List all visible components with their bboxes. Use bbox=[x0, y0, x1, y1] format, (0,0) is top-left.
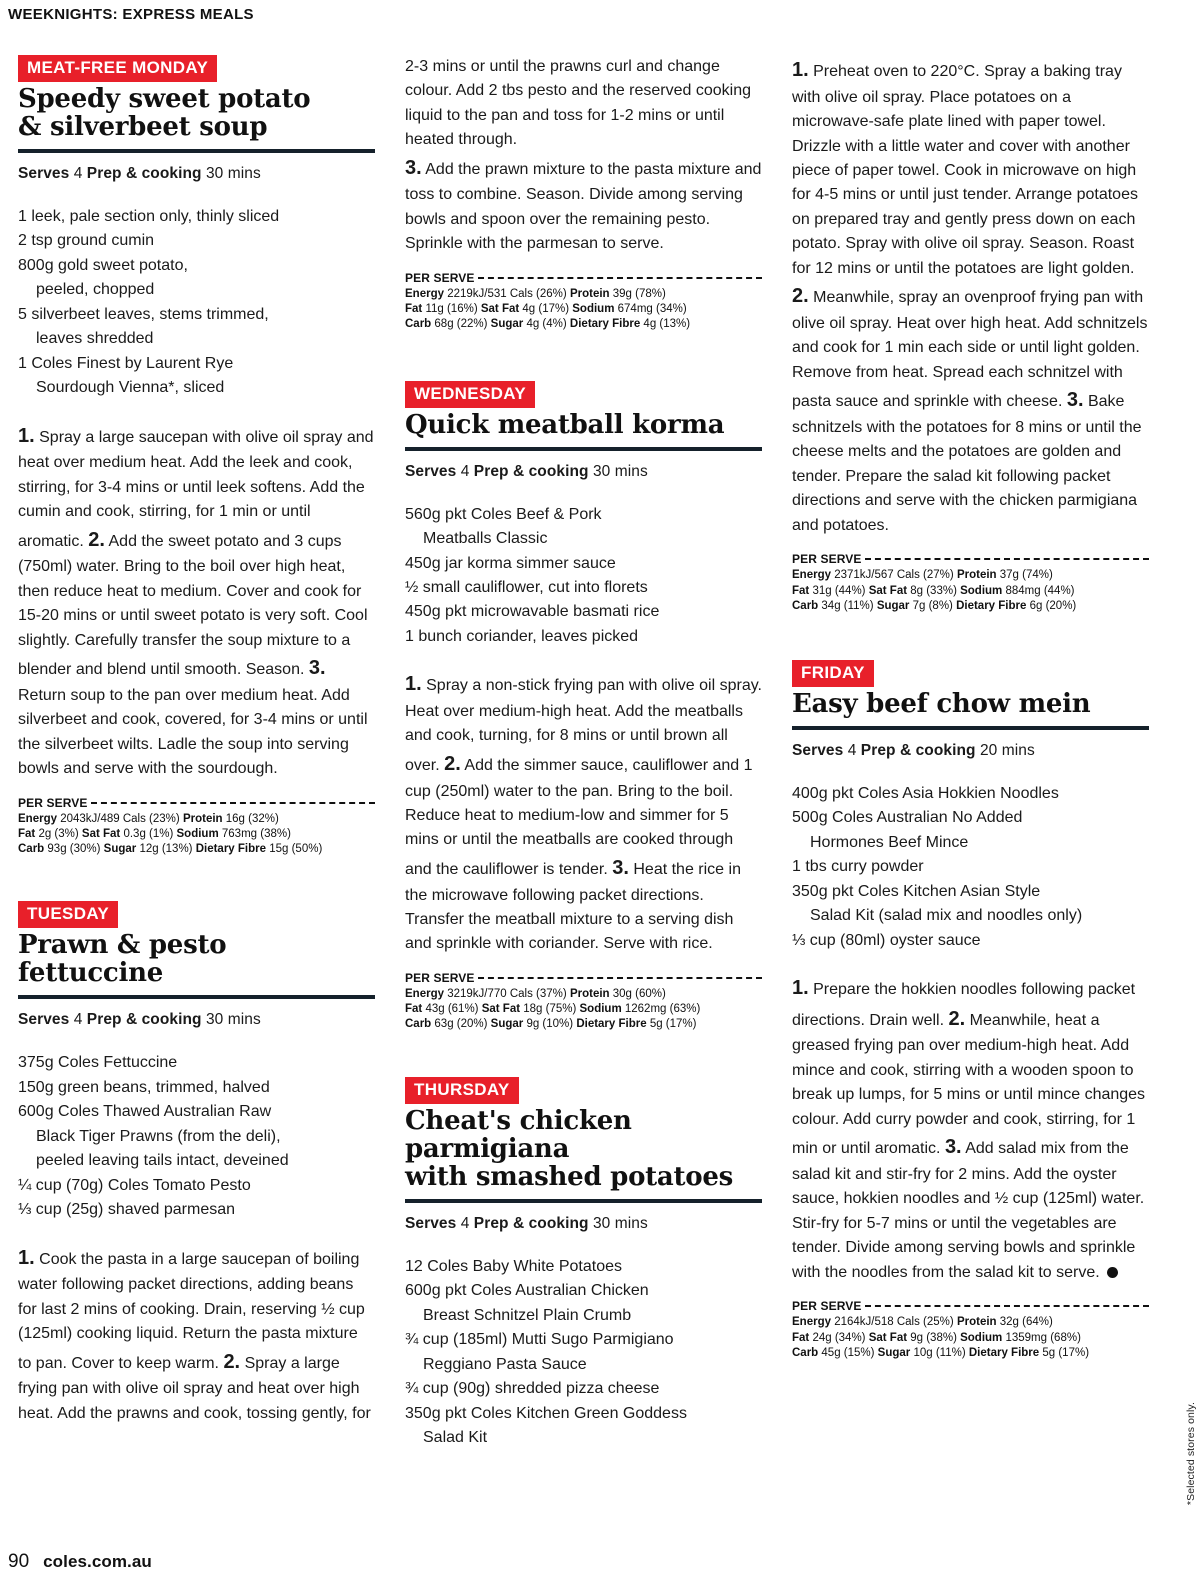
nutrition-friday bbox=[792, 1299, 1149, 1361]
method-step-number: 2. bbox=[223, 1350, 241, 1373]
per-serve-heading: PER SERVE bbox=[792, 1299, 1149, 1315]
nutrition-line: Fat 11g (16%) Sat Fat 4g (17%) Sodium 674mg (34%) bbox=[405, 303, 687, 316]
method-friday bbox=[792, 973, 1149, 1285]
recipe-title-tuesday: Prawn & pesto fettuccine bbox=[18, 930, 227, 989]
dashed-rule bbox=[91, 802, 375, 804]
ingredient-list-thursday bbox=[405, 1255, 762, 1451]
nutrition-line: Energy 2043kJ/489 Cals (23%) Protein 16g (32%) bbox=[18, 812, 279, 825]
ingredient-continuation: Sourdough Vienna*, sliced bbox=[36, 379, 225, 397]
ingredient-item: 350g pkt Coles Kitchen Asian Style Salad Kit (salad mix and noodles only) bbox=[792, 880, 1149, 929]
nutrition-line: Carb 63g (20%) Sugar 9g (10%) Dietary Fibre 5g (17%) bbox=[405, 1018, 697, 1031]
method-step-number: 3. bbox=[612, 856, 629, 879]
ingredient-list-monday bbox=[18, 205, 375, 401]
ingredient-continuation: Hormones Beef Mince bbox=[810, 833, 969, 851]
nutrition-line: Fat 31g (44%) Sat Fat 8g (33%) Sodium 884mg (44%) bbox=[792, 584, 1075, 597]
method-step-number: 3. bbox=[308, 657, 326, 680]
method-step-text: Meanwhile, spray an ovenproof frying pan with olive oil spray. Heat over high heat. Add schnitzels and cook for 1 min each side or until light golden. Remove from heat. Spread each schnitzel with pasta sauce and sprinkle with cheese. bbox=[792, 289, 1148, 411]
method-step-text: Cook the pasta in a large saucepan of boiling water following packet directions, adding beans for last 2 mins of cooking. Drain, reserving ½ cup (125ml) cooking liquid. Return the pasta mixture to pan. Cover to keep warm. bbox=[18, 1250, 365, 1372]
ingredient-item: 800g gold sweet potato, peeled, chopped bbox=[18, 254, 375, 303]
ingredient-continuation: peeled, chopped bbox=[36, 281, 155, 299]
ingredient-item: 1 Coles Finest by Laurent Rye Sourdough Vienna*, sliced bbox=[18, 352, 375, 401]
running-head: WEEKNIGHTS: EXPRESS MEALS bbox=[8, 6, 254, 23]
ingredient-item: ¾ cup (185ml) Mutti Sugo Parmigiano Reggiano Pasta Sauce bbox=[405, 1328, 762, 1377]
method-step-number: 1. bbox=[792, 59, 809, 81]
method-step-text: Return soup to the pan over medium heat. Add silverbeet and cook, covered, for 3-4 mins or until the silverbeet wilts. Ladle the soup into serving bowls and serve with the sourdough. bbox=[18, 686, 368, 778]
ingredient-item: 12 Coles Baby White Potatoes bbox=[405, 1257, 623, 1275]
nutrition-line: Fat 24g (34%) Sat Fat 9g (38%) Sodium 1359mg (68%) bbox=[792, 1331, 1081, 1344]
method-step-number: 2. bbox=[948, 1007, 966, 1030]
ingredient-continuation: Reggiano Pasta Sauce bbox=[423, 1355, 587, 1373]
method-step-number: 3. bbox=[405, 156, 422, 179]
recipe-monday bbox=[18, 55, 375, 857]
serves-line-friday: Serves 4 Prep & cooking 20 mins bbox=[792, 742, 1035, 759]
day-tag-wednesday: WEDNESDAY bbox=[405, 381, 535, 408]
method-step-text: Add the sweet potato and 3 cups (750ml) water. Bring to the boil over high heat, then reduce heat to medium. Cover and cook for 15-20 mins or until sweet potato is very soft. Cool slightly. Carefully transfer the soup mixture to a blender and blend until smooth. Season. bbox=[18, 532, 368, 679]
per-serve-heading: PER SERVE bbox=[405, 271, 762, 287]
method-step-text: Add the prawn mixture to the pasta mixture and toss to combine. Season. Divide among serving bowls and spoon over the remaining pesto. Sprinkle with the parmesan to serve. bbox=[405, 160, 762, 253]
title-rule bbox=[18, 149, 375, 153]
method-step-number: 2. bbox=[88, 528, 105, 551]
per-serve-heading: PER SERVE bbox=[792, 552, 1149, 568]
method-step-text: Prepare the hokkien noodles following packet directions. Drain well. bbox=[792, 981, 1136, 1029]
serves-line-monday: Serves 4 Prep & cooking 30 mins bbox=[18, 165, 261, 182]
column-left bbox=[18, 55, 375, 1510]
title-rule bbox=[792, 726, 1149, 730]
nutrition-line: Carb 45g (15%) Sugar 10g (11%) Dietary Fibre 5g (17%) bbox=[792, 1346, 1090, 1359]
recipe-title-friday: Easy beef chow mein bbox=[792, 688, 1091, 719]
nutrition-line: Fat 43g (61%) Sat Fat 18g (75%) Sodium 1262mg (63%) bbox=[405, 1003, 701, 1016]
dashed-rule bbox=[865, 1305, 1149, 1307]
method-step-text: Meanwhile, heat a greased frying pan over medium-high heat. Add mince and cook, stirring with a wooden spoon to break up lumps, for 5 mins or until mince changes colour. Add curry powder and cook, stirring, for 1 min or until aromatic. bbox=[792, 1011, 1146, 1158]
ingredient-list-wednesday bbox=[405, 503, 762, 650]
method-step-text: Heat the rice in the microwave following packet directions. Transfer the meatball mixture to a serving dish and sprinkle with coriander. Serve with rice. bbox=[405, 860, 741, 953]
method-step-text: Spray a non-stick frying pan with olive oil spray. Heat over medium-high heat. Add the meatballs and cook, turning, for 8 mins or until brown all over. bbox=[405, 677, 762, 774]
method-step-text: Bake schnitzels with the potatoes for 8 mins or until the cheese melts and the potatoes are golden and tender. Prepare the salad kit following packet directions and serve with the chicken parmigiana and potatoes. bbox=[792, 393, 1142, 534]
recipe-wednesday bbox=[405, 381, 762, 1033]
ingredient-item: 150g green beans, trimmed, halved bbox=[18, 1078, 270, 1096]
serves-line-tuesday: Serves 4 Prep & cooking 30 mins bbox=[18, 1011, 261, 1029]
ingredient-item: 600g Coles Thawed Australian Raw Black Tiger Prawns (from the deli), peeled leaving tails intact, deveined bbox=[18, 1100, 375, 1173]
ingredient-continuation: leaves shredded bbox=[36, 330, 154, 348]
ingredient-item: 500g Coles Australian No Added Hormones Beef Mince bbox=[792, 806, 1149, 855]
day-tag-thursday: THURSDAY bbox=[405, 1077, 519, 1104]
method-step-text: Add salad mix from the salad kit and stir-fry for 2 mins. Add the oyster sauce, hokkien noodles and ½ cup (125ml) water. Stir-fry for 5-7 mins or until the vegetables are tender. Divide among serving bowls and sprinkle with the noodles from the salad kit to serve. bbox=[792, 1140, 1145, 1281]
method-step-text: Add the simmer sauce, cauliflower and 1 cup (250ml) water to the pan. Bring to the boil. Reduce heat to medium-low and simmer for 5 mins or until the meatballs are cooked through and the cauliflower is tender. bbox=[405, 756, 753, 878]
method-wednesday bbox=[405, 669, 762, 957]
serves-line-wednesday: Serves 4 Prep & cooking 30 mins bbox=[405, 462, 648, 480]
per-serve-heading: PER SERVE bbox=[18, 796, 375, 812]
recipe-title-wednesday: Quick meatball korma bbox=[405, 409, 725, 440]
website-url: coles.com.au bbox=[43, 1552, 152, 1571]
ingredient-item: 1 leek, pale section only, thinly sliced bbox=[18, 208, 280, 225]
ingredient-continuation: Salad Kit (salad mix and noodles only) bbox=[810, 907, 1083, 925]
ingredient-item: 5 silverbeet leaves, stems trimmed, leaves shredded bbox=[18, 303, 375, 352]
ingredient-item: 2 tsp ground cumin bbox=[18, 232, 155, 250]
title-rule bbox=[18, 995, 375, 999]
per-serve-heading: PER SERVE bbox=[405, 971, 762, 987]
nutrition-line: Carb 93g (30%) Sugar 12g (13%) Dietary Fibre 15g (50%) bbox=[18, 843, 323, 856]
recipe-thursday bbox=[405, 1077, 762, 1451]
dashed-rule bbox=[478, 277, 762, 279]
ingredient-item: 1 bunch coriander, leaves picked bbox=[405, 627, 639, 645]
nutrition-line: Energy 2371kJ/567 Cals (27%) Protein 37g (74%) bbox=[792, 569, 1053, 582]
ingredient-continuation: Salad Kit bbox=[423, 1429, 488, 1447]
method-step-number: 1. bbox=[18, 424, 35, 447]
method-step-text: Spray a large saucepan with olive oil spray and heat over medium heat. Add the leek and cook, stirring, for 3-4 mins or until leek softens. Add the cumin and cook, stirring, for 1 min or until aromatic. bbox=[18, 428, 374, 550]
method-step-number: 1. bbox=[405, 673, 422, 696]
method-thursday bbox=[792, 55, 1149, 538]
dashed-rule bbox=[865, 558, 1149, 560]
method-tuesday-rest bbox=[405, 153, 762, 257]
ingredient-item: 600g pkt Coles Australian Chicken Breast Schnitzel Plain Crumb bbox=[405, 1279, 762, 1328]
method-tuesday bbox=[18, 1243, 375, 1427]
ingredient-continuation: peeled leaving tails intact, deveined bbox=[36, 1152, 289, 1170]
method-step-number: 2. bbox=[444, 752, 461, 775]
method-tuesday-continued: 2-3 mins or until the prawns curl and change colour. Add 2 tbs pesto and the reserved cooking liquid to the pan and toss for 1-2 mins or until heated through. bbox=[405, 58, 752, 149]
day-tag-tuesday: TUESDAY bbox=[18, 901, 118, 928]
selected-stores-note: *Selected stores only. bbox=[1185, 1401, 1197, 1505]
method-step-number: 3. bbox=[944, 1136, 962, 1159]
method-step-number: 1. bbox=[18, 1246, 35, 1269]
ingredient-continuation: Breast Schnitzel Plain Crumb bbox=[423, 1306, 632, 1324]
nutrition-line: Energy 2219kJ/531 Cals (26%) Protein 39g (78%) bbox=[405, 287, 666, 300]
day-tag-friday: FRIDAY bbox=[792, 660, 874, 687]
column-middle bbox=[405, 55, 762, 1510]
ingredient-item: 1 tbs curry powder bbox=[792, 858, 924, 876]
serves-line-thursday: Serves 4 Prep & cooking 30 mins bbox=[405, 1214, 648, 1232]
nutrition-line: Carb 34g (11%) Sugar 7g (8%) Dietary Fibre 6g (20%) bbox=[792, 599, 1077, 612]
recipe-tuesday bbox=[18, 901, 375, 1426]
method-step-number: 1. bbox=[792, 977, 809, 1000]
nutrition-line: Fat 2g (3%) Sat Fat 0.3g (1%) Sodium 763mg (38%) bbox=[18, 827, 291, 840]
ingredient-item: 350g pkt Coles Kitchen Green Goddess Salad Kit bbox=[405, 1402, 762, 1451]
nutrition-line: Energy 2164kJ/518 Cals (25%) Protein 32g (64%) bbox=[792, 1316, 1053, 1329]
column-right bbox=[792, 55, 1149, 1510]
ingredient-item: 400g pkt Coles Asia Hokkien Noodles bbox=[792, 785, 1059, 802]
nutrition-line: Carb 68g (22%) Sugar 4g (4%) Dietary Fibre 4g (13%) bbox=[405, 318, 691, 331]
method-monday bbox=[18, 421, 375, 782]
method-step-number: 3. bbox=[1066, 389, 1084, 412]
nutrition-wednesday bbox=[405, 971, 762, 1033]
recipe-title-monday: Speedy sweet potato & silverbeet soup bbox=[18, 83, 311, 142]
dashed-rule bbox=[478, 977, 762, 979]
method-step-text: Preheat oven to 220°C. Spray a baking tray with olive oil spray. Place potatoes on a microwave-safe plate lined with paper towel. Drizzle with a little water and cover with another piece of paper towel. Cook in microwave on high for 4-5 mins or until just tender. Arrange potatoes on prepared tray and gently press down on each potato. Spray with olive oil spray. Season. Roast for 12 mins or until the potatoes are light golden. bbox=[792, 63, 1138, 277]
method-step-text: Spray a large frying pan with olive oil spray and heat over high heat. Add the prawns and cook, tossing gently, for bbox=[18, 1354, 371, 1422]
title-rule bbox=[405, 1199, 762, 1203]
method-step-number: 2. bbox=[792, 285, 809, 308]
ingredient-continuation: Meatballs Classic bbox=[423, 530, 548, 548]
ingredient-list-friday bbox=[792, 782, 1149, 953]
nutrition-thursday bbox=[792, 552, 1149, 614]
recipe-title-thursday: Cheat's chicken parmigiana with smashed potatoes bbox=[405, 1105, 733, 1192]
ingredient-continuation: Black Tiger Prawns (from the deli), bbox=[36, 1127, 281, 1145]
three-column-layout bbox=[18, 55, 1158, 1510]
ingredient-list-tuesday bbox=[18, 1051, 375, 1222]
nutrition-tuesday bbox=[405, 271, 762, 333]
nutrition-line: Energy 3219kJ/770 Cals (37%) Protein 30g (60%) bbox=[405, 987, 666, 1000]
ingredient-item: ½ small cauliflower, cut into florets bbox=[405, 579, 648, 596]
ingredient-item: ¼ cup (70g) Coles Tomato Pesto bbox=[18, 1176, 251, 1194]
ingredient-item: 560g pkt Coles Beef & Pork Meatballs Classic bbox=[405, 503, 762, 552]
day-tag-monday: MEAT-FREE MONDAY bbox=[18, 55, 217, 82]
ingredient-item: 450g pkt microwavable basmati rice bbox=[405, 603, 660, 621]
page-footer bbox=[8, 1551, 152, 1573]
ingredient-item: 450g jar korma simmer sauce bbox=[405, 554, 616, 572]
ingredient-item: ⅓ cup (80ml) oyster sauce bbox=[792, 931, 981, 949]
page-number: 90 bbox=[8, 1551, 30, 1572]
ingredient-item: ¾ cup (90g) shredded pizza cheese bbox=[405, 1380, 660, 1398]
end-of-article-mark bbox=[1107, 1267, 1118, 1278]
nutrition-monday bbox=[18, 796, 375, 858]
title-rule bbox=[405, 447, 762, 451]
ingredient-item: 375g Coles Fettuccine bbox=[18, 1054, 178, 1072]
ingredient-item: ⅓ cup (25g) shaved parmesan bbox=[18, 1201, 236, 1219]
recipe-friday bbox=[792, 660, 1149, 1361]
